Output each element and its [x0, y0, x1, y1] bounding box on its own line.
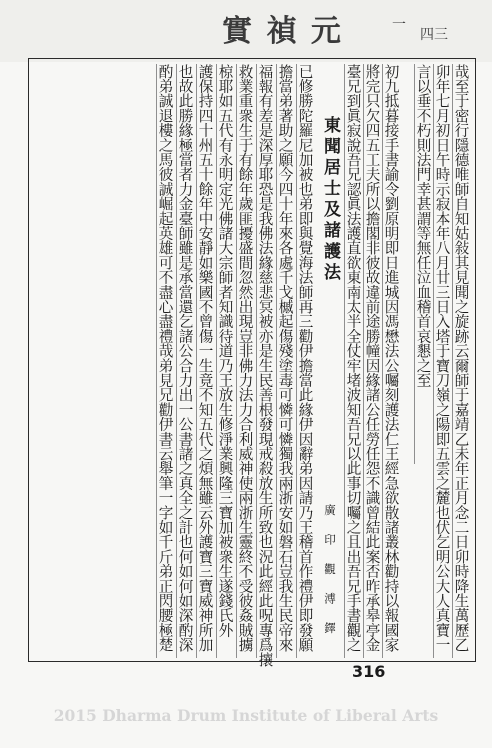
text-column-14: 酌弟誠退樓之馬彼誠崛起英雄可不盡心盡禮哉弟見兄勸伊書云舉筆一字如千斤弟正閃腰極楚: [156, 64, 172, 658]
text-column-10: 救業重衆生于有餘年歲匪擾盛間忽然出現豈非佛力法力合利威神使兩浙生靈終不受彼姦賊擄: [236, 64, 252, 658]
text-column-4: 初九抵暮接手書諭令劉原明即日進城因馮懋法公囑刻護法仁王經急欲散諸叢林勸持以報國家: [382, 64, 398, 658]
text-column-13: 也故此勝緣極當者力金臺師雖是承當還乞諸公合力出一公書諸之真全之計也何如何如深酌深: [176, 64, 192, 658]
text-column-9: 福報有差是深厚耶恐是我佛法緣慈悲冥被亦是生民善根發現戒殺放生所致也況此經此呪專爲攘: [256, 64, 274, 667]
watermark: 2015 Dharma Drum Institute of Liberal Arts: [53, 706, 439, 725]
text-column-11: 椋耶如五代有永明定光佛諸大宗師者知識待道乃王放生修淨業興隆三寶加被衆生遂錢氏外: [216, 64, 232, 658]
header-mark: 一: [392, 17, 406, 33]
text-column-8: 擔當弟著助之願今四十年來各處千戈槭起傷殘塗毒可憐可憐獨我兩浙安如磐石豈我生民帝來: [276, 64, 292, 658]
text-column-7: 已修勝陀羅尼加被也弟即與覺海法師再三勸伊擔當此緣伊因辭弟因請乃王稽首作禮伊即發願: [296, 64, 312, 658]
text-column-3: 言以垂不朽則法門幸甚謂等無任泣血稽首哀懇之至: [414, 64, 430, 464]
text-column-12: 護保持四十州五十餘年中安靜如樂國不曾傷一生竟不知五代之煩無雖云外護寶三寶威神所加: [196, 64, 212, 658]
book-title: 實 禎 元: [222, 14, 343, 49]
text-column-6: 臺兄到眞寂說吾兄認眞法護直欲東南太半全仗牢堵波知吾兄以此事切囑之且出吾兄手書觀之: [344, 64, 360, 658]
author-line: 廣 印 觀 溥 鐸: [323, 504, 337, 636]
text-column-2: 卯年七月初日午時示寂本年八月廿三日入塔于寶刀嶺之陽即五雲之麓也伏乞明公大人真寶一: [433, 64, 449, 658]
header-volume-number: 四三: [420, 27, 448, 43]
section-title: 東聞居士及諸護法: [320, 116, 340, 284]
page-number: 316: [352, 662, 386, 681]
text-column-5: 將完只欠四五工夫所以擔閣非彼故違前途勝幢因緣諸公任勞任怨不識曾結此案否昨承皋亭金: [363, 64, 379, 658]
text-column-1: 哉至于密行隱德唯師自知姑敍其見聞之旋跡云爾師于嘉靖乙未年正月念二日卯時降生萬歷乙: [452, 64, 468, 658]
